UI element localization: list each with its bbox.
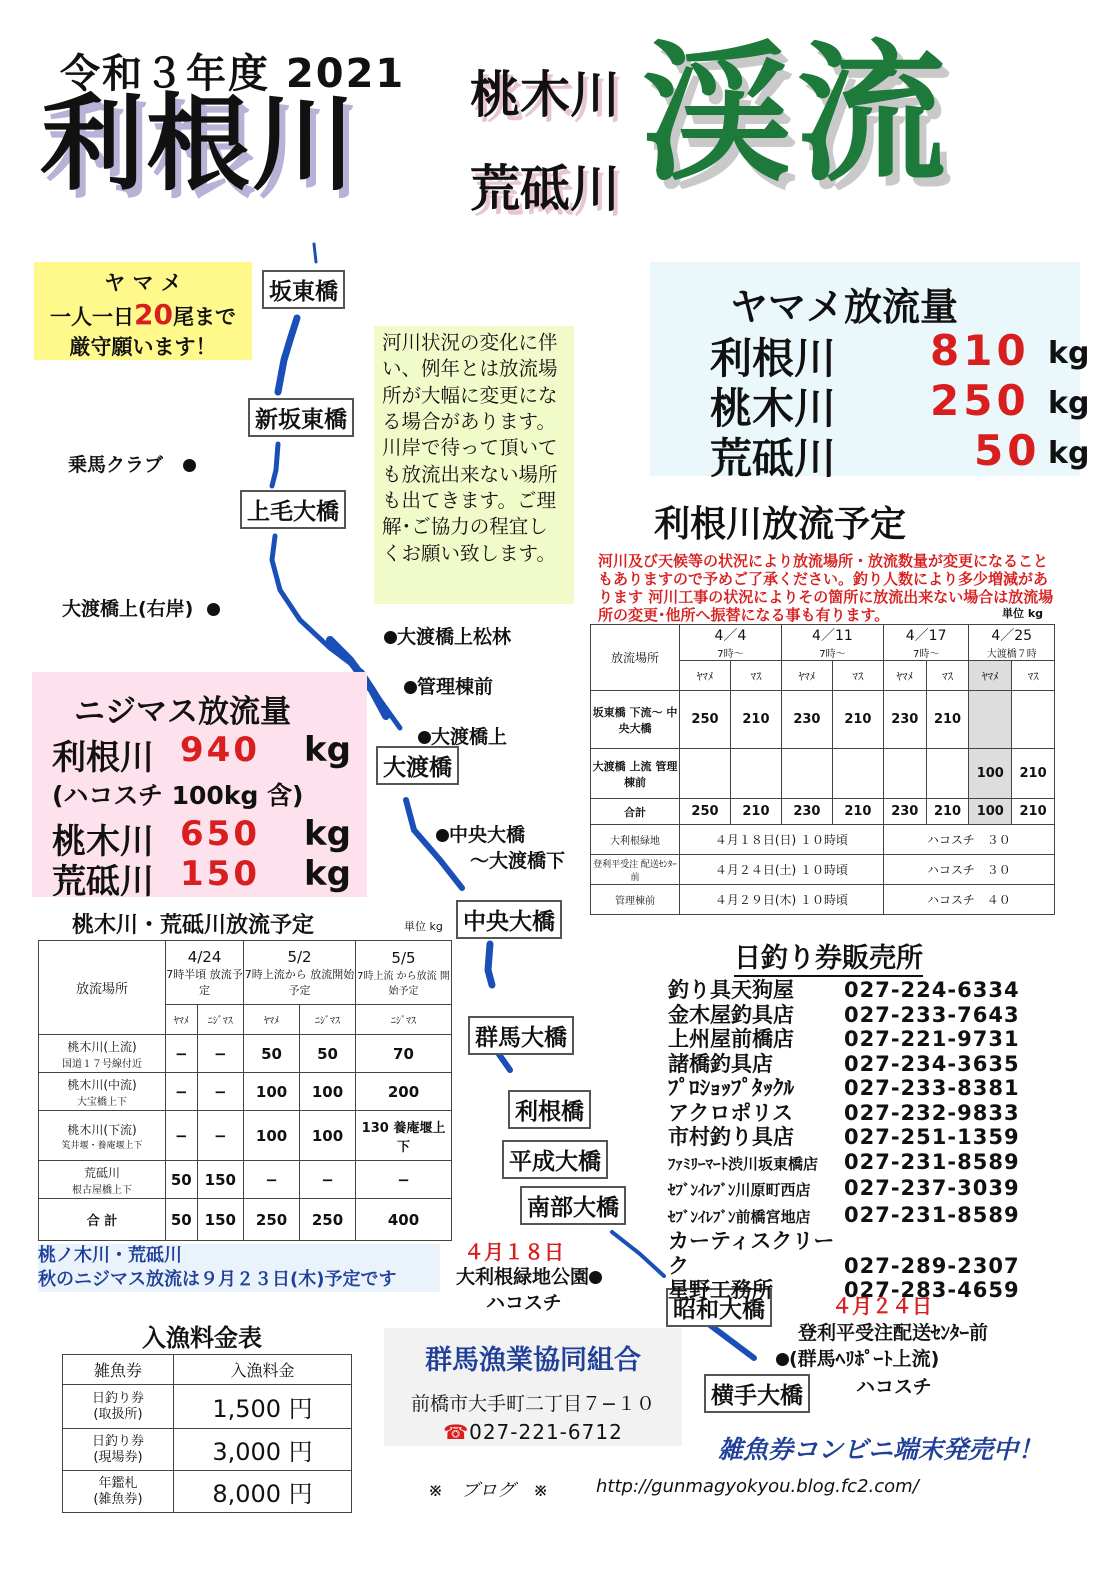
map-place (404, 672, 493, 699)
location-dot-icon (589, 1271, 602, 1284)
shop-phone: 027-233-8381 (844, 1076, 1020, 1100)
place-label: (群馬ﾍﾘﾎﾟｰﾄ上流) (789, 1348, 940, 1370)
location-dot-icon (436, 829, 449, 842)
niji-stock-box (32, 672, 367, 902)
hakosuchi-row (591, 855, 1055, 885)
tone-schedule-table (590, 624, 1055, 915)
location-dot-icon (384, 631, 397, 644)
cell: 100 (244, 1111, 300, 1161)
hakosuchi-amount: ハコスチ ３０ (883, 825, 1054, 855)
shop-phone: 027-221-9731 (844, 1027, 1020, 1051)
cell: 210 (1012, 799, 1055, 825)
table-row (39, 1073, 452, 1111)
cell: 210 (832, 799, 883, 825)
header-year: 令和３年度 2021 (60, 51, 406, 97)
date-label: 4/24 (187, 947, 222, 966)
fish-header: ﾏｽ (730, 661, 781, 691)
map-place (68, 450, 196, 477)
shop-name: 釣り具天狗屋 (668, 978, 794, 1002)
header-river-main: 利根川 (40, 83, 359, 205)
hakosuchi-place: 管理棟前 (591, 885, 680, 915)
cell (781, 749, 832, 799)
place-label: 大渡橋上(右岸) (62, 598, 194, 620)
date-header (244, 941, 356, 1005)
map-place: 〜大渡橋下 (470, 850, 566, 872)
shop-item (668, 1125, 1020, 1150)
row-place (39, 1035, 166, 1073)
shop-name: 金木屋釣具店 (668, 1002, 794, 1027)
cell (730, 749, 781, 799)
river-line (706, 1322, 754, 1358)
fish-header: ﾔﾏﾒ (166, 1005, 198, 1035)
cell: 100 (969, 749, 1012, 799)
date-header (883, 625, 969, 661)
header-river-sub2: 荒砥川 (470, 160, 620, 218)
stock-value: 50 (974, 426, 1041, 475)
yamame-note-request: 厳守願います！ (69, 334, 217, 359)
yamame-stock-row (710, 426, 1090, 486)
place-label: 桃木川(中流) (67, 1077, 137, 1092)
cell: − (300, 1161, 356, 1199)
fee-price: 3,000 円 (174, 1429, 352, 1471)
river-line (612, 1232, 664, 1276)
place-sub: 根古屋橋上下 (72, 1184, 132, 1196)
fish-header: ﾏｽ (1012, 661, 1055, 691)
fee-type-label: 日釣り券 (91, 1433, 144, 1449)
event1-fish: ハコスチ (486, 1292, 562, 1314)
hakosuchi-date: ４月２９日(木) １０時頃 (680, 885, 884, 915)
shop-item (668, 1003, 1020, 1028)
place-sub: 国道１７号線付近 (62, 1058, 142, 1070)
niji-stock-title: ニジマス放流量 (74, 694, 291, 730)
time-label: 7時〜 (717, 649, 744, 660)
stock-value: 250 (930, 376, 1030, 425)
place-label: 桃木川(下流) (67, 1122, 137, 1137)
bridge-label: 南部大橋 (520, 1186, 626, 1225)
fish-header: ﾆｼﾞﾏｽ (355, 1005, 451, 1035)
shops-list (668, 978, 1020, 1303)
fee-type (63, 1385, 174, 1429)
map-place (418, 722, 507, 749)
fish-header: ﾆｼﾞﾏｽ (197, 1005, 244, 1035)
hakosuchi-row (591, 825, 1055, 855)
date-header (781, 625, 883, 661)
cell: 230 (781, 691, 832, 749)
bridge-label: 坂東橋 (262, 270, 345, 309)
tone-schedule-title: 利根川放流予定 (654, 504, 907, 545)
date-header (355, 941, 451, 1005)
row-place (39, 1111, 166, 1161)
location-dot-icon (207, 603, 220, 616)
limit-text-c: 尾まで (172, 305, 236, 330)
shop-name: 諸橋釣具店 (668, 1051, 773, 1076)
place-sub: 笂井堰・養庵堰上下 (61, 1140, 143, 1151)
hakosuchi-date: ４月２４日(土) １０時頃 (680, 855, 884, 885)
location-dot-icon (418, 731, 431, 744)
date-sub: 7時半頃 放流予定 (166, 967, 243, 997)
date-label: 4／4 (714, 628, 747, 644)
cell: 230 (781, 799, 832, 825)
table-row (63, 1471, 352, 1513)
date-header (680, 625, 782, 661)
date-header (166, 941, 244, 1005)
cell (832, 749, 883, 799)
shop-phone: 027-237-3039 (844, 1176, 1020, 1200)
cell: 210 (730, 691, 781, 749)
cell: 50 (300, 1035, 356, 1073)
shop-phone: 027-231-8589 (844, 1202, 1020, 1227)
shop-name: アクロポリス (668, 1100, 793, 1125)
row-place: 大渡橋 上流 管理棟前 (591, 749, 680, 799)
place-header: 放流場所 (591, 625, 680, 691)
location-dot-icon (183, 459, 196, 472)
bridge-label: 平成大橋 (502, 1140, 608, 1179)
date-sub: 7時上流から 放流開始予定 (244, 967, 355, 997)
table-row (591, 691, 1055, 749)
cell: 210 (926, 691, 969, 749)
fees-col2: 入漁料金 (174, 1355, 352, 1385)
fee-type (63, 1471, 174, 1513)
cell: − (355, 1161, 451, 1199)
autumn-line1: 桃ノ木川・荒砥川 (38, 1245, 182, 1266)
cell: 50 (244, 1035, 300, 1073)
row-place (39, 1073, 166, 1111)
fish-header: ﾔﾏﾒ (244, 1005, 300, 1035)
event2-place2 (776, 1344, 939, 1371)
hakosuchi-place: 登利平受注 配送ｾﾝﾀｰ前 (591, 855, 680, 885)
cell: 100 (244, 1073, 300, 1111)
limit-text-a: 一人一日 (50, 305, 135, 330)
cell: 50 (166, 1161, 198, 1199)
fish-header: ﾏｽ (926, 661, 969, 691)
time-label: 大渡橋７時 (986, 649, 1037, 660)
yamame-note-title: ヤ マ メ (104, 271, 182, 295)
cell: − (166, 1111, 198, 1161)
time-label: 7時〜 (912, 649, 940, 660)
date-label: 5/5 (391, 948, 416, 967)
fish-header: ﾏｽ (832, 661, 883, 691)
table-row (591, 749, 1055, 799)
header-river-sub1: 桃木川 (470, 66, 620, 124)
bridge-label: 大渡橋 (376, 746, 459, 785)
cell: 150 (197, 1161, 244, 1199)
shop-phone: 027-224-6334 (844, 978, 1020, 1002)
shop-name: ｾﾌﾞﾝｲﾚﾌﾞﾝ前橋宮地店 (668, 1207, 811, 1226)
coop-box (384, 1328, 682, 1446)
header-title: 渓流 (642, 28, 951, 202)
table-row (63, 1429, 352, 1471)
bridge-label: 新坂東橋 (248, 398, 354, 437)
autumn-notice (38, 1244, 440, 1292)
cell: 200 (355, 1073, 451, 1111)
niji-stock-row (52, 854, 351, 903)
fees-table (62, 1354, 352, 1513)
shop-name: ｾﾌﾞﾝｲﾚﾌﾞﾝ川原町西店 (668, 1181, 811, 1199)
shop-item (668, 1076, 1020, 1101)
stock-river: 桃木川 (52, 822, 154, 862)
cell: 210 (926, 799, 969, 825)
cell: 250 (244, 1199, 300, 1241)
map-place (436, 820, 525, 847)
place-label: 荒砥川 (83, 1165, 120, 1180)
blog-label: ※ ブログ ※ (428, 1480, 549, 1501)
date-sub: 7時上流 から放流 開始予定 (357, 970, 450, 997)
shop-item (668, 1229, 1020, 1278)
shop-phone: 027-251-1359 (844, 1125, 1020, 1149)
yamame-limit-note (34, 262, 252, 360)
cell: − (166, 1035, 198, 1073)
stock-value: 650 (180, 814, 260, 854)
cell: 210 (1012, 749, 1055, 799)
stock-unit: kg (1048, 336, 1090, 371)
shop-phone: 027-232-9833 (844, 1100, 1020, 1125)
stock-river: 利根川 (710, 334, 837, 383)
stock-value: 810 (930, 326, 1030, 375)
event1-date: ４月１８日 (464, 1240, 564, 1264)
coop-phone-row (384, 1420, 682, 1444)
cell: − (166, 1073, 198, 1111)
phone-icon: ☎ (443, 1420, 470, 1444)
niji-stock-row (52, 730, 351, 779)
fish-header: ﾔﾏﾒ (781, 661, 832, 691)
stock-river: 荒砥川 (52, 862, 154, 902)
stock-river: 荒砥川 (710, 434, 837, 483)
tone-schedule-unit: 単位 kg (1002, 607, 1044, 620)
stock-unit: kg (1048, 386, 1090, 421)
yamame-note-limit (34, 297, 252, 333)
coop-name: 群馬漁業協同組合 (425, 1345, 641, 1376)
place-label: 大渡橋上松林 (397, 626, 512, 648)
fish-header: ﾔﾏﾒ (969, 661, 1012, 691)
time-label: 7時〜 (819, 649, 846, 660)
cell: 230 (883, 691, 926, 749)
date-header (969, 625, 1055, 661)
place-label: 中央大橋 (449, 824, 526, 846)
cell (969, 691, 1012, 749)
place-label: 大利根緑地公園 (456, 1266, 590, 1288)
date-label: 5/2 (287, 947, 312, 966)
river-line (314, 244, 316, 262)
stock-unit: kg (1048, 436, 1090, 471)
event2-place: 登利平受注配送ｾﾝﾀｰ前 (798, 1322, 989, 1344)
date-label: 4／25 (991, 628, 1033, 644)
event2-date: ４月２４日 (832, 1294, 932, 1318)
place-header: 放流場所 (39, 941, 166, 1035)
cell: 250 (300, 1199, 356, 1241)
stock-unit: kg (304, 730, 351, 770)
fish-header: ﾆｼﾞﾏｽ (300, 1005, 356, 1035)
table-row (39, 1035, 452, 1073)
convenience-notice: 雑魚券コンビニ端末発売中！ (718, 1435, 1044, 1464)
cell (1012, 691, 1055, 749)
table-row (39, 1111, 452, 1161)
cell: 230 (883, 799, 926, 825)
shop-item (668, 1150, 1020, 1177)
cell: 210 (832, 691, 883, 749)
shop-name: カーティスクリーク (668, 1229, 835, 1278)
shop-item (668, 1203, 1020, 1230)
momo-schedule-unit: 単位 kg (404, 920, 443, 933)
fee-type-sub: (取扱所) (93, 1406, 143, 1422)
shop-item (668, 1278, 1020, 1303)
shop-item (668, 1052, 1020, 1077)
shop-item (668, 1027, 1020, 1052)
cell: 100 (969, 799, 1012, 825)
bridge-label: 上毛大橋 (240, 490, 346, 529)
shop-name: ﾌｧﾐﾘｰﾏｰﾄ渋川坂東橋店 (668, 1154, 819, 1173)
table-row (39, 1199, 452, 1241)
date-label: 4／11 (812, 628, 853, 644)
shop-name: 上州屋前橋店 (668, 1027, 794, 1051)
event1-place (456, 1262, 602, 1289)
cell: 210 (730, 799, 781, 825)
shop-item (668, 978, 1020, 1003)
cell: − (244, 1161, 300, 1199)
fish-header: ﾔﾏﾒ (883, 661, 926, 691)
coop-phone: 027-221-6712 (469, 1420, 623, 1444)
row-place: 合計 (591, 799, 680, 825)
place-label: 管理棟前 (417, 676, 494, 698)
shop-phone: 027-231-8589 (844, 1149, 1020, 1174)
momo-schedule-title: 桃木川・荒砥川放流予定 (72, 913, 315, 938)
stock-unit: kg (304, 854, 351, 894)
cell: 400 (355, 1199, 451, 1241)
fees-col1: 雑魚券 (63, 1355, 174, 1385)
stock-river: 利根川 (52, 738, 154, 778)
hakosuchi-place: 大利根緑地 (591, 825, 680, 855)
cell: 100 (300, 1111, 356, 1161)
autumn-line2: 秋のニジマス放流は９月２３日(木)予定です (38, 1269, 397, 1290)
stock-river: (ハコスチ 100kg 含) (52, 781, 304, 810)
row-place: 合 計 (39, 1199, 166, 1241)
row-place (39, 1161, 166, 1199)
shop-name: 市村釣り具店 (668, 1125, 794, 1149)
limit-count: 20 (134, 298, 173, 332)
cell: 50 (166, 1199, 198, 1241)
fees-title: 入漁料金表 (142, 1324, 262, 1352)
river-line (488, 944, 492, 985)
blog-link[interactable]: http://gunmagyokyou.blog.fc2.com/ (596, 1476, 919, 1497)
event2-fish: ハコスチ (856, 1376, 932, 1398)
bridge-label: 中央大橋 (456, 900, 562, 939)
shop-phone: 027-233-7643 (844, 1002, 1020, 1027)
bridge-label: 利根橋 (508, 1090, 591, 1129)
map-place (384, 622, 511, 649)
location-dot-icon (776, 1353, 789, 1366)
hakosuchi-amount: ハコスチ ４０ (883, 885, 1054, 915)
shop-phone: 027-234-3635 (844, 1051, 1020, 1076)
notice-box: 河川状況の変化に伴い、例年とは放流場所が大幅に変更になる場合があります。川岸で待って頂いても放流出来ない場所も出てきます。ご理解･ご協力の程宜しくお願い致します。 (374, 326, 574, 604)
fish-header: ﾔﾏﾒ (680, 661, 731, 691)
tone-schedule-note: 河川及び天候等の状況により放流場所・放流数量が変更になることもありますので予めご了承ください。釣り人数により多少増減があります 河川工事の状況によりその箇所に放流出来ない場合は放流場所の変更･他所へ振替になる事も有ります。 (598, 552, 1054, 624)
hakosuchi-amount: ハコスチ ３０ (883, 855, 1054, 885)
shop-phone: 027-283-4659 (844, 1278, 1020, 1302)
shop-name: ﾌﾟﾛｼｮｯﾌﾟﾀｯｸﾙ (668, 1076, 794, 1100)
location-dot-icon (404, 681, 417, 694)
cell: − (197, 1073, 244, 1111)
cell: 130 養庵堰上下 (355, 1111, 451, 1161)
fee-price: 8,000 円 (174, 1471, 352, 1513)
cell: 250 (680, 691, 731, 749)
momo-schedule-table (38, 940, 452, 1241)
bridge-label: 昭和大橋 (666, 1288, 772, 1327)
stock-river: 桃木川 (710, 384, 837, 433)
table-row (39, 1161, 452, 1199)
place-label: 乗馬クラブ (68, 454, 164, 476)
fee-type-sub: (現場券) (93, 1449, 143, 1465)
cell (680, 749, 731, 799)
shops-title: 日釣り券販売所 (734, 936, 923, 977)
shop-phone: 027-289-2307 (844, 1253, 1020, 1278)
river-line (278, 318, 297, 392)
bridge-label: 群馬大橋 (468, 1016, 574, 1055)
place-sub: 大宝橋上下 (77, 1096, 127, 1108)
table-row (63, 1385, 352, 1429)
hakosuchi-row (591, 885, 1055, 915)
cell (883, 749, 926, 799)
cell: − (197, 1035, 244, 1073)
coop-address: 前橋市大手町二丁目７−１０ (411, 1393, 655, 1415)
cell: − (197, 1111, 244, 1161)
river-line (272, 444, 278, 486)
yamame-stock-title: ヤマメ放流量 (730, 285, 959, 329)
cell: 250 (680, 799, 731, 825)
fee-type-sub: (雑魚券) (93, 1491, 143, 1507)
cell: 100 (300, 1073, 356, 1111)
cell: 150 (197, 1199, 244, 1241)
yamame-stock-box (650, 262, 1090, 483)
stock-value: 940 (180, 730, 260, 770)
stock-unit: kg (304, 814, 351, 854)
shop-item (668, 1176, 1020, 1203)
shop-item (668, 1101, 1020, 1126)
place-label: 桃木川(上流) (67, 1039, 137, 1054)
map-place (62, 594, 220, 621)
fee-type-label: 年鑑札 (98, 1475, 138, 1491)
hakosuchi-date: ４月１８日(日) １０時頃 (680, 825, 884, 855)
cell: 70 (355, 1035, 451, 1073)
fee-price: 1,500 円 (174, 1385, 352, 1429)
fee-type-label: 日釣り券 (91, 1390, 144, 1406)
stock-value: 150 (180, 854, 260, 894)
place-label: 大渡橋上 (431, 726, 508, 748)
date-label: 4／17 (905, 628, 947, 644)
cell (926, 749, 969, 799)
table-row (591, 799, 1055, 825)
shop-name: 星野工務所 (668, 1278, 773, 1302)
niji-stock-row (52, 776, 303, 812)
fee-type (63, 1429, 174, 1471)
bridge-label: 横手大橋 (704, 1374, 810, 1413)
row-place: 坂東橋 下流〜 中央大橋 (591, 691, 680, 749)
